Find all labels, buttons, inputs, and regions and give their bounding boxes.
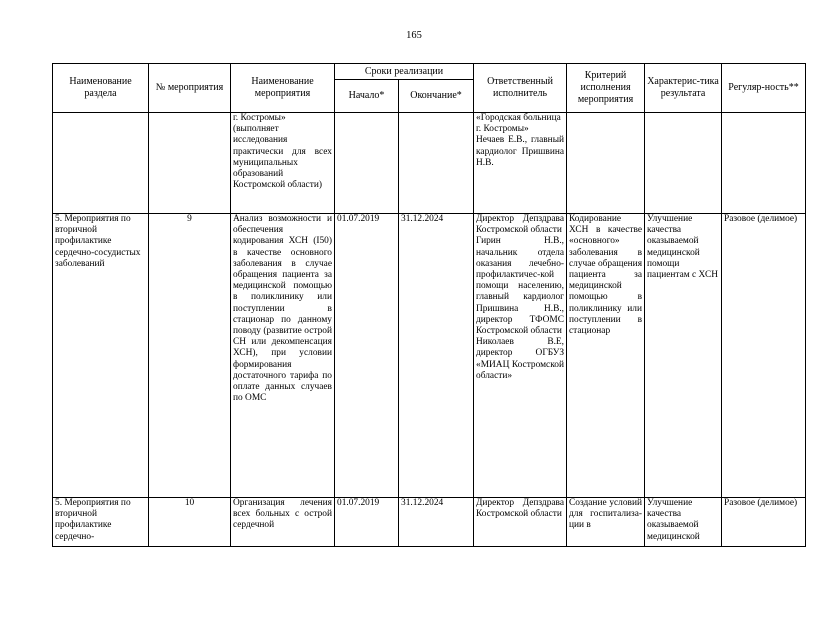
cell-criterion-text: Создание условий для госпитализа-ции в	[569, 498, 643, 531]
cell-criterion: Кодирование ХСН в качестве «основного» заболевания в случае обращения пациента за медицинской помощью в поликлинику или поступлении в стационар	[567, 214, 645, 498]
cell-start: 01.07.2019	[335, 498, 399, 547]
cell-result	[645, 498, 722, 547]
cell-regularity: Разовое (делимое)	[722, 214, 806, 498]
cell-section: 5. Мероприятия по вторичной профилактике сердечно-сосудистых заболеваний	[53, 214, 149, 498]
page-number: 165	[406, 30, 422, 41]
cell-number: 10	[149, 498, 231, 547]
cell-result: Улучшение качества оказываемой медицинской помощи пациентам с ХСН	[645, 214, 722, 498]
cell-section	[53, 113, 149, 214]
cell-section-text: 5. Мероприятия по вторичной профилактике сердечно-	[55, 498, 131, 542]
cell-activity: Анализ возможности и обеспечения кодирования ХСН (I50) в качестве основного заболевания в случае обращения пациента за медицинской помощью в поликлинику или поступлении в стационар по данному поводу (развитие острой СН или декомпенсация ХСН), при условии формирования достаточного тарифа по оплате данных случаев по ОМС	[231, 214, 335, 498]
header-start: Начало*	[335, 80, 399, 113]
cell-regularity: Разовое (делимое)	[722, 498, 806, 547]
cell-executor: Директор Депздрава Костромской области Гирин Н.В., начальник отдела оказания лечебно-профилактичес-кой помощи населению, главный кардиолог Пришвина Н.В., директор ТФОМС Костромской области Николаев В.Е, директор ОГБУЗ «МИАЦ Костромской области»	[474, 214, 567, 498]
header-executor: Ответственный исполнитель	[474, 64, 567, 113]
cell-criterion	[567, 113, 645, 214]
cell-activity-text: Организация лечения всех больных с острой сердечной	[233, 498, 332, 531]
activities-table	[52, 63, 806, 547]
cell-end: 31.12.2024	[399, 214, 474, 498]
cell-executor	[474, 498, 567, 547]
cell-end: 31.12.2024	[399, 498, 474, 547]
cell-executor: «Городская больница г. Костромы» Нечаев Е.В., главный кардиолог Пришвина Н.В.	[474, 113, 567, 214]
cell-number	[149, 113, 231, 214]
cell-result	[645, 113, 722, 214]
header-regularity: Регуляр-ность**	[722, 64, 806, 113]
table-row	[53, 214, 806, 498]
header-criterion: Критерий исполнения мероприятия	[567, 64, 645, 113]
cell-end	[399, 113, 474, 214]
cell-number: 9	[149, 214, 231, 498]
table-row	[53, 498, 806, 547]
cell-section	[53, 498, 149, 547]
header-result: Характерис-тика результата	[645, 64, 722, 113]
header-timeline: Сроки реализации	[335, 64, 474, 80]
header-activity: Наименование мероприятия	[231, 64, 335, 113]
header-number: № мероприятия	[149, 64, 231, 113]
cell-activity: г. Костромы» (выполняет исследования практически для всех муниципальных образований Костромской области)	[231, 113, 335, 214]
cell-start: 01.07.2019	[335, 214, 399, 498]
cell-criterion	[567, 498, 645, 547]
cell-activity	[231, 498, 335, 547]
header-end: Окончание*	[399, 80, 474, 113]
cell-start	[335, 113, 399, 214]
cell-result-text: Улучшение качества оказываемой медицинской	[647, 498, 700, 542]
cell-executor-text: Директор Депздрава Костромской области	[476, 498, 565, 520]
cell-regularity	[722, 113, 806, 214]
table-row	[53, 113, 806, 214]
header-section: Наименование раздела	[53, 64, 149, 113]
